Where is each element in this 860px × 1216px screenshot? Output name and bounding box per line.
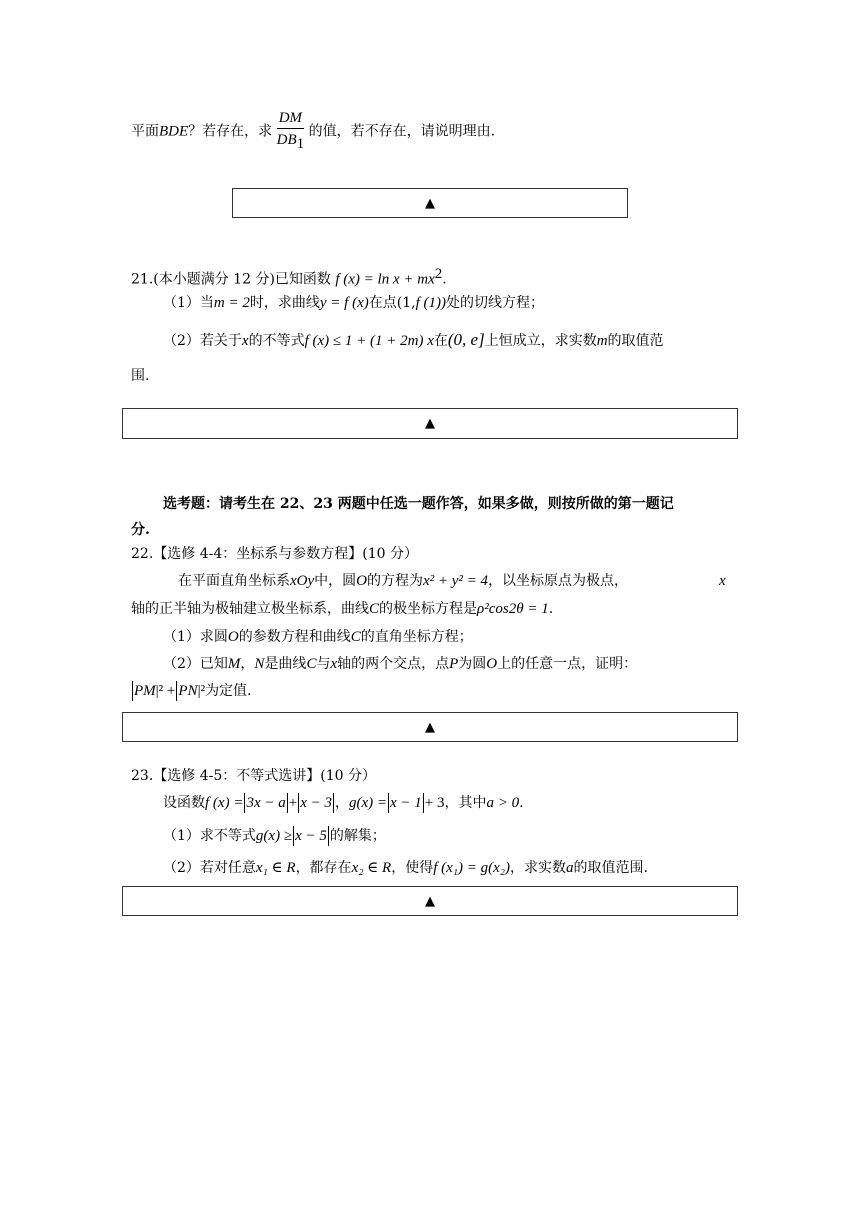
- text: 是曲线: [264, 656, 307, 672]
- text: 的直角坐标方程；: [360, 629, 473, 645]
- math: |²: [197, 683, 206, 699]
- abs-bar: [423, 793, 424, 813]
- text: 时，求曲线: [249, 295, 320, 311]
- text: 在: [433, 333, 448, 349]
- math: xOy: [290, 573, 315, 589]
- text: 上的任意一点，证明：: [497, 656, 638, 672]
- text: ，以坐标原点为极点，: [488, 573, 629, 589]
- elective-note-line2: [131, 520, 150, 540]
- math: PM: [134, 683, 156, 699]
- p23-line3: [163, 858, 648, 878]
- text: ？若存在，求: [188, 123, 273, 140]
- p23-line1: [163, 793, 524, 813]
- text: 在平面直角坐标系: [178, 573, 290, 589]
- math: C: [369, 601, 380, 617]
- text: ，其中: [444, 795, 487, 811]
- math: ρ²cos2θ = 1: [477, 601, 549, 617]
- math: m: [596, 333, 608, 349]
- p21-part1: [163, 293, 544, 313]
- text: .: [519, 795, 524, 811]
- text: 21.(本小题满分 12 分)已知函数: [131, 271, 331, 288]
- text: （1）求圆: [163, 629, 228, 645]
- text: 上恒成立，求实数: [484, 333, 597, 349]
- answer-box-21[interactable]: [122, 408, 738, 439]
- abs-bar: [287, 793, 288, 813]
- p22-header: [131, 544, 418, 564]
- math: C: [306, 656, 317, 672]
- math: N: [254, 656, 265, 672]
- p22-line2: [131, 599, 553, 619]
- math: x: [241, 333, 249, 349]
- math: x² + y² = 4: [423, 573, 489, 589]
- plane-name: BDE: [159, 123, 189, 140]
- abs-bar: [388, 793, 389, 813]
- interval: (0, e]: [447, 330, 485, 349]
- math: 3x − a: [246, 795, 286, 811]
- text: 分.: [131, 522, 150, 538]
- math: x₁ ∈ R: [255, 860, 296, 876]
- abs-bar: [328, 826, 329, 846]
- math: x − 1: [390, 795, 422, 811]
- text: ，都存在: [295, 860, 352, 876]
- math: O: [227, 629, 239, 645]
- text: （2）已知: [163, 656, 228, 672]
- p22-line5: [131, 681, 252, 701]
- ratio-fraction: [277, 108, 305, 155]
- p21-header: [131, 264, 447, 290]
- text: 的方程为: [367, 573, 423, 589]
- text: （2）若对任意: [163, 860, 256, 876]
- math: x − 5: [295, 828, 327, 844]
- p23-header: [131, 766, 376, 786]
- math: M: [227, 656, 241, 672]
- answer-box-23[interactable]: [122, 886, 738, 916]
- math: g(x) ≥: [255, 828, 293, 844]
- math: m = 2: [213, 295, 250, 311]
- abs-bar: [293, 826, 294, 846]
- abs-bar: [132, 681, 133, 701]
- text: 围.: [131, 368, 150, 384]
- answer-box-22[interactable]: [122, 712, 738, 742]
- p22-line4: [163, 654, 637, 674]
- triangle-marker-icon: ▲: [425, 719, 435, 735]
- text: 为定值.: [205, 683, 252, 699]
- text: 选考题：请考生在 22、23 两题中任选一题作答，如果多做，则按所做的第一题记: [163, 496, 674, 512]
- p23-line2: [163, 826, 386, 846]
- math: f (1)): [415, 295, 446, 311]
- math: P: [449, 656, 459, 672]
- text: 在点(1,: [368, 295, 416, 311]
- text: 的参数方程和曲线: [238, 629, 351, 645]
- text: 设函数: [163, 795, 205, 811]
- triangle-marker-icon: ▲: [425, 416, 435, 431]
- math: O: [486, 656, 498, 672]
- math: x − 3: [300, 795, 332, 811]
- math: |² +: [155, 683, 176, 699]
- math: a: [565, 860, 574, 876]
- text: .: [442, 271, 447, 288]
- math: x: [330, 656, 338, 672]
- text: 的取值范围.: [573, 860, 648, 876]
- math: f (x) ≤ 1 + (1 + 2m) x: [304, 333, 434, 349]
- triangle-marker-icon: ▲: [425, 195, 435, 211]
- text: .: [548, 601, 554, 617]
- text: （1）求不等式: [163, 828, 256, 844]
- text: 22.【选修 4-4：坐标系与参数方程】(10 分）: [131, 546, 418, 562]
- text: 的值，若不存在，请说明理由.: [308, 123, 496, 140]
- text: 平面: [131, 123, 159, 140]
- prev-problem-line: [131, 108, 495, 155]
- math: PN: [178, 683, 198, 699]
- answer-box-20[interactable]: [232, 188, 628, 218]
- math: f (x₁) = g(x₂): [433, 860, 510, 876]
- text: 的极坐标方程是: [379, 601, 478, 617]
- den-text: DB: [276, 132, 297, 148]
- text: （2）若关于: [163, 333, 242, 349]
- text: 中，圆: [314, 573, 357, 589]
- text: 为圆: [458, 656, 487, 672]
- math: y = f (x): [319, 295, 369, 311]
- text: 的解集；: [329, 828, 386, 844]
- math: f (x) = ln x + mx: [335, 271, 435, 288]
- math: f (x) =: [205, 795, 244, 811]
- text: ，求实数: [509, 860, 566, 876]
- math: O: [356, 573, 367, 589]
- p22-line1: [178, 571, 628, 591]
- math: +: [288, 795, 298, 811]
- abs-bar: [333, 793, 334, 813]
- p22-line1-x: [719, 571, 726, 591]
- math: x₂ ∈ R: [351, 860, 392, 876]
- text: ，使得: [391, 860, 434, 876]
- math: C: [350, 629, 361, 645]
- fraction-denominator: [277, 129, 305, 155]
- p21-part2-cont: [131, 366, 149, 386]
- triangle-marker-icon: ▲: [425, 893, 435, 909]
- sup: 2: [434, 266, 443, 282]
- text: 的不等式: [248, 333, 305, 349]
- text: 轴的正半轴为极轴建立极坐标系，曲线: [131, 601, 369, 617]
- p21-part2: [163, 330, 664, 351]
- text: ，: [240, 656, 255, 672]
- elective-note-line1: [163, 494, 674, 514]
- math: g(x) =: [348, 795, 387, 811]
- math: + 3: [424, 795, 445, 811]
- text: 的取值范: [607, 333, 664, 349]
- text: 与: [316, 656, 331, 672]
- text: （1）当: [163, 295, 214, 311]
- den-sub: 1: [296, 136, 305, 152]
- text: ，: [334, 795, 349, 811]
- math: a > 0: [486, 795, 520, 811]
- math: x: [719, 573, 726, 589]
- text: 轴的两个交点，点: [337, 656, 450, 672]
- p22-line3: [163, 627, 473, 647]
- fraction-numerator: DM: [277, 108, 305, 129]
- text: 23.【选修 4-5：不等式选讲】(10 分）: [131, 768, 376, 784]
- text: 处的切线方程；: [445, 295, 544, 311]
